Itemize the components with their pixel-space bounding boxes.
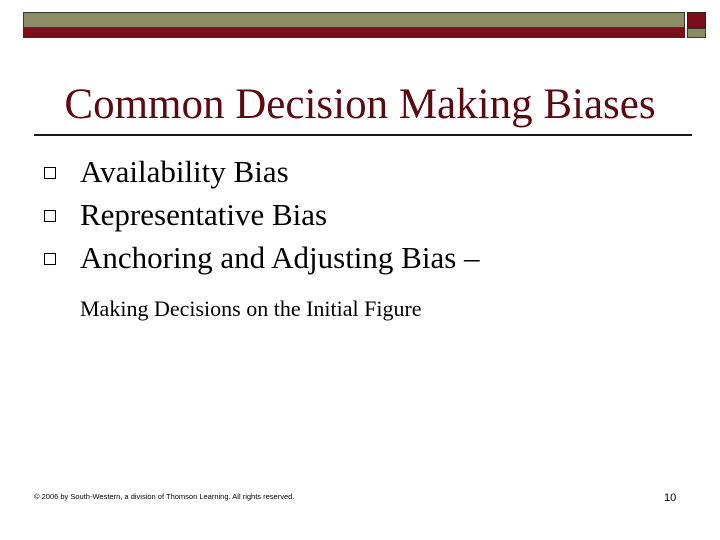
bullet-item-availability [44, 150, 480, 193]
header-corner-red [687, 12, 706, 28]
header-bar-olive [23, 12, 685, 28]
hollow-square-bullet-icon [44, 210, 56, 222]
copyright-footer: © 2006 by South-Western, a division of Thomson Learning. All rights reserved. [34, 492, 295, 501]
bullet-item-representative [44, 193, 480, 236]
sub-note: Making Decisions on the Initial Figure [80, 296, 422, 321]
header-bar-red [23, 28, 685, 38]
slide-title: Common Decision Making Biases [64, 81, 656, 128]
bullet-item-anchoring [44, 236, 480, 279]
bullet-list [44, 150, 480, 279]
bullet-text: Availability Bias [80, 154, 289, 189]
bullet-text: Representative Bias [80, 197, 328, 232]
bullet-text: Anchoring and Adjusting Bias – [80, 240, 480, 275]
hollow-square-bullet-icon [44, 167, 56, 179]
page-number: 10 [664, 492, 677, 504]
hollow-square-bullet-icon [44, 253, 56, 265]
header-corner-olive [687, 28, 706, 38]
title-divider [34, 134, 692, 136]
